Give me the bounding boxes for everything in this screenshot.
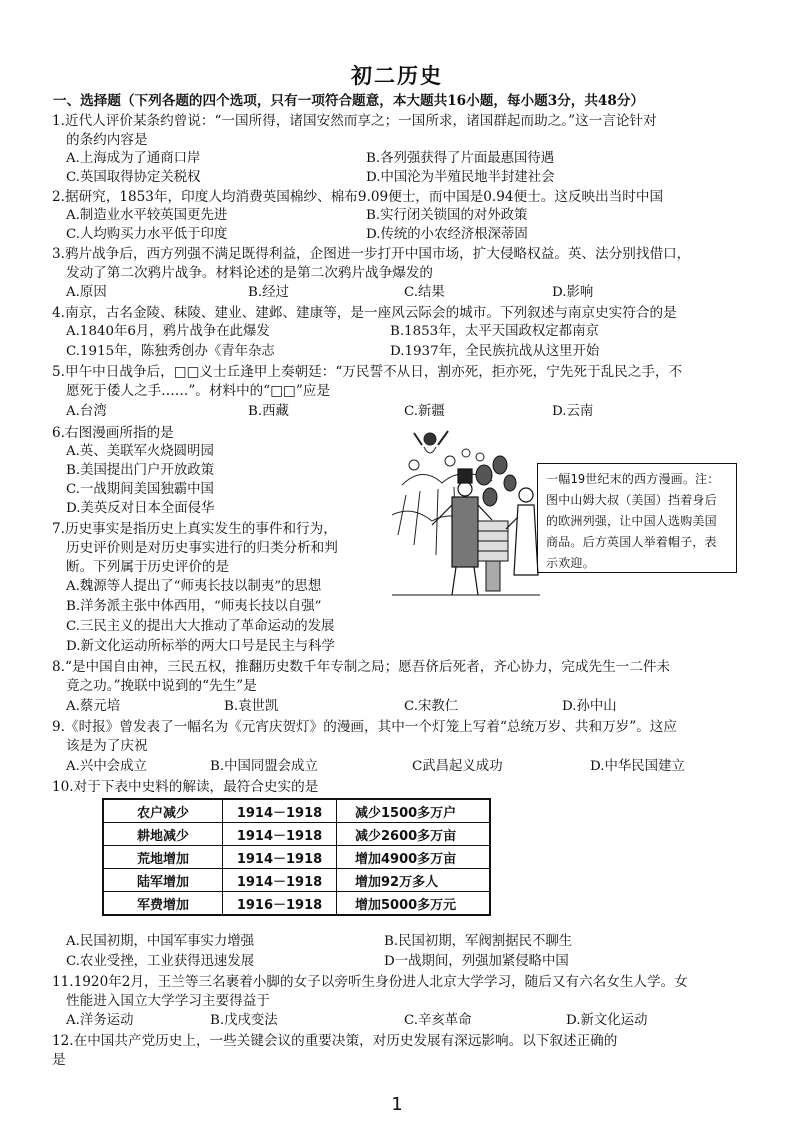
q11-option-a: A.洋务运动: [66, 1013, 134, 1028]
q6-option-c: C.一战期间美国独霸中国: [66, 482, 214, 497]
q10-option-a: A.民国初期，中国军事实力增强: [66, 934, 255, 949]
q7-option-b: B.洋务派主张中体西用，“师夷长技以自强”: [66, 599, 322, 614]
q4-option-b: B.1853年，太平天国政权定都南京: [390, 324, 599, 339]
q10-option-c: C.农业受挫，工业获得迅速发展: [66, 954, 255, 969]
section-heading: 一、选择题（下列各题的四个选项，只有一项符合题意，本大题共16小题，每小题3分，共48分）: [53, 93, 645, 109]
q7-option-d: D.新文化运动所标举的两大口号是民主与科学: [66, 639, 335, 654]
q10-option-d: D一战期间，列强加紧侵略中国: [384, 954, 569, 969]
q1-stem-line1: 1.近代人评价某条约曾说：“一国所得，诸国安然而享之；一国所求，诸国群起而助之。”这一言论针对: [52, 113, 657, 129]
q8-stem-line1: 8.“是中国自由神，三民五权，推翻历史数千年专制之局；愿吾侪后死者，齐心协力，完成先生一二件未: [52, 659, 671, 675]
q3-option-b: B.经过: [248, 285, 289, 300]
table-cell: 减少1500多万户: [337, 799, 491, 823]
q5-option-a: A.台湾: [66, 404, 107, 419]
table-row: [103, 846, 490, 869]
q8-option-c: C.宋教仁: [404, 699, 459, 714]
table-cell: 增加92万多人: [337, 869, 491, 892]
table-cell: 增加5000多万元: [337, 892, 491, 916]
q7-stem-line2: 历史评价则是对历史事实进行的归类分析和判: [66, 540, 338, 556]
q9-option-c: C武昌起义成功: [412, 759, 503, 774]
q7-option-a: A.魏源等人提出了“师夷长技以制夷”的思想: [66, 579, 322, 594]
q1-option-a: A.上海成为了通商口岸: [66, 151, 201, 166]
table-cell: 农户减少: [103, 799, 223, 823]
q1-option-d: D.中国沦为半殖民地半封建社会: [366, 170, 555, 185]
q4-option-c: C.1915年，陈独秀创办《青年杂志: [66, 344, 275, 359]
q3-option-c: C.结果: [404, 285, 445, 300]
table-cell: 陆军增加: [103, 869, 223, 892]
q3-option-a: A.原因: [66, 285, 107, 300]
table-cell: 耕地减少: [103, 823, 223, 846]
table-cell: 1914－1918: [223, 823, 337, 846]
q11-option-d: D.新文化运动: [566, 1013, 648, 1028]
q2-option-d: D.传统的小农经济根深蒂固: [366, 227, 528, 242]
q10-stem-line1: 10.对于下表中史料的解读，最符合史实的是: [52, 779, 319, 795]
q1-option-c: C.英国取得协定关税权: [66, 170, 201, 185]
q6-option-b: B.美国提出门户开放政策: [66, 463, 215, 478]
q3-stem-line1: 3.鸦片战争后，西方列强不满足既得利益，企图进一步打开中国市场，扩大侵略权益。英、法分别找借口，: [52, 246, 691, 262]
q12-stem-line1: 12.在中国共产党历史上，一些关键会议的重要决策，对历史发展有深远影响。以下叙述正确的: [52, 1033, 618, 1049]
table-row: [103, 799, 490, 823]
table-row: [103, 892, 490, 916]
q2-option-c: C.人均购买力水平低于印度: [66, 227, 228, 242]
q9-stem-line1: 9.《时报》曾发表了一幅名为《元宵庆贺灯》的漫画，其中一个灯笼上写着“总统万岁、共和万岁”。这应: [52, 719, 677, 735]
q12-stem-line2: 是: [52, 1052, 66, 1068]
q3-option-d: D.影响: [552, 285, 594, 300]
q2-option-a: A.制造业水平较英国更先进: [66, 208, 228, 223]
q9-option-b: B.中国同盟会成立: [210, 759, 318, 774]
q5-stem-line1: 5.甲午中日战争后，□□义士丘逢甲上奏朝廷：“万民誓不从日，割亦死，拒亦死，宁先死于乱民之手，不: [52, 364, 683, 380]
q7-stem-line3: 断。下列属于历史评价的是: [66, 559, 230, 575]
western-cartoon-illustration: [392, 425, 540, 603]
q4-option-a: A.1840年6月，鸦片战争在此爆发: [66, 324, 270, 339]
q3-stem-line2: 发动了第二次鸦片战争。材料论述的是第二次鸦片战争爆发的: [66, 265, 434, 281]
cartoon-caption: 一幅19世纪末的西方漫画。注：图中山姆大叔（美国）挡着身后的欧洲列强，让中国人选购美国商品。后方英国人举着帽子，表示欢迎。: [537, 463, 737, 573]
q11-option-b: B.戊戌变法: [210, 1013, 278, 1028]
q11-stem-line2: 性能进入国立大学学习主要得益于: [66, 993, 270, 1009]
table-cell: 减少2600多万亩: [337, 823, 491, 846]
table-cell: 增加4900多万亩: [337, 846, 491, 869]
q6-stem-line1: 6.右图漫画所指的是: [52, 425, 174, 441]
q8-option-d: D.孙中山: [562, 699, 617, 714]
table-cell: 1914－1918: [223, 869, 337, 892]
table-row: [103, 823, 490, 846]
q1-option-b: B.各列强获得了片面最惠国待遇: [366, 151, 555, 166]
q11-stem-line1: 11.1920年2月，王兰等三名裹着小脚的女子以旁听生身份进人北京大学学习，随后又有六名女生人学。女: [52, 974, 688, 990]
q9-option-a: A.兴中会成立: [66, 759, 147, 774]
q5-option-d: D.云南: [552, 404, 594, 419]
table-cell: 荒地增加: [103, 846, 223, 869]
q10-data-table: [102, 798, 491, 916]
q2-stem-line1: 2.据研究，1853年，印度人均消费英国棉纱、棉布9.09便士，而中国是0.94便士。这反映出当时中国: [52, 189, 664, 205]
q6-option-a: A.英、美联军火烧圆明园: [66, 444, 214, 459]
page-title: 初二历史: [351, 63, 443, 88]
q4-option-d: D.1937年，全民族抗战从这里开始: [390, 344, 600, 359]
q1-stem-line2: 的条约内容是: [66, 132, 148, 148]
q6-option-d: D.美英反对日本全面侵华: [66, 501, 215, 516]
q5-option-c: C.新疆: [404, 404, 445, 419]
q8-stem-line2: 竟之功。”挽联中说到的“先生”是: [66, 678, 257, 694]
q7-option-c: C.三民主义的提出大大推动了革命运动的发展: [66, 619, 335, 634]
q4-stem-line1: 4.南京，古名金陵、秣陵、建业、建邺、建康等，是一座风云际会的城市。下列叙述与南京史实符合的是: [52, 305, 677, 321]
table-cell: 1914－1918: [223, 846, 337, 869]
q7-stem-line1: 7.历史事实是指历史上真实发生的事件和行为，: [52, 521, 337, 537]
q2-option-b: B.实行闭关锁国的对外政策: [366, 208, 528, 223]
q9-stem-line2: 该是为了庆祝: [66, 738, 148, 754]
table-cell: 1914－1918: [223, 799, 337, 823]
page-number: 1: [391, 1094, 403, 1115]
q8-option-a: A.蔡元培: [66, 699, 121, 714]
q5-stem-line2: 愿死于倭人之手……”。材料中的“□□”应是: [66, 383, 331, 399]
q11-option-c: C.辛亥革命: [404, 1013, 472, 1028]
table-cell: 1916－1918: [223, 892, 337, 916]
q5-option-b: B.西藏: [248, 404, 289, 419]
table-cell: 军费增加: [103, 892, 223, 916]
table-row: [103, 869, 490, 892]
q10-option-b: B.民国初期，军阀割据民不聊生: [384, 934, 573, 949]
q8-option-b: B.袁世凯: [224, 699, 279, 714]
q9-option-d: D.中华民国建立: [590, 759, 685, 774]
